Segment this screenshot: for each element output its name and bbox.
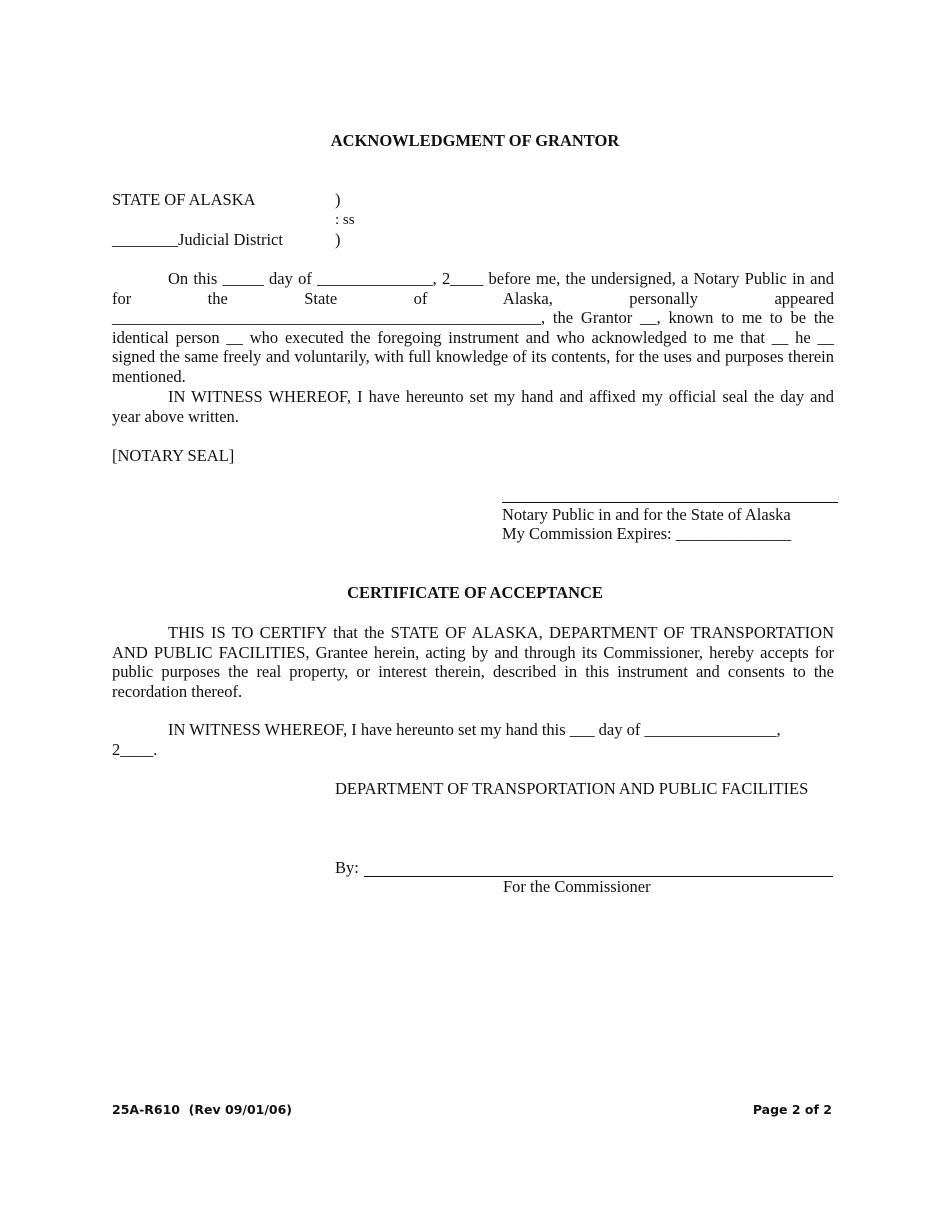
acknowledgment-paragraph: On this _____ day of ______________, 2____ before me, the undersigned, a Notary Public in and for the State of Alaska, personally appeared ____________________________________________________, the Grantor __, known to me to be the identical person __ who executed the foregoing instrument and who acknowledged to me that __ he __ signed the same freely and voluntarily, with full knowledge of its contents, for the uses and purposes therein mentioned. xyxy=(112,269,834,386)
certificate-witness-line-1: IN WITNESS WHEREOF, I have hereunto set my hand this ___ day of ________________, xyxy=(168,720,781,739)
page-number: Page 2 of 2 xyxy=(752,1102,832,1117)
for-commissioner-label: For the Commissioner xyxy=(503,877,651,896)
certificate-paragraph: THIS IS TO CERTIFY that the STATE OF ALASKA, DEPARTMENT OF TRANSPORTATION AND PUBLIC FACILITIES, Grantee herein, acting by and through its Commissioner, hereby accepts for public purposes the real property, or interest therein, described in this instrument and consents to the recordation thereof. xyxy=(112,623,834,701)
venue-ss: : ss xyxy=(335,212,355,228)
venue-district: ________Judicial District xyxy=(112,230,283,249)
venue-state: STATE OF ALASKA xyxy=(112,190,256,209)
notary-title: Notary Public in and for the State of Alaska xyxy=(502,505,791,524)
venue-paren-2: ) xyxy=(335,230,341,249)
form-number: 25A-R610 (Rev 09/01/06) xyxy=(112,1102,293,1117)
witness-paragraph: IN WITNESS WHEREOF, I have hereunto set my hand and affixed my official seal the day and year above written. xyxy=(112,387,834,426)
notary-signature-line xyxy=(502,502,838,503)
acknowledgment-title: ACKNOWLEDGMENT OF GRANTOR xyxy=(330,131,620,150)
certificate-title: CERTIFICATE OF ACCEPTANCE xyxy=(347,583,603,602)
by-label: By: xyxy=(335,858,359,877)
venue-paren-1: ) xyxy=(335,190,341,209)
department-name: DEPARTMENT OF TRANSPORTATION AND PUBLIC FACILITIES xyxy=(335,779,809,798)
certificate-witness-line-2: 2____. xyxy=(112,740,158,759)
commission-expires: My Commission Expires: ______________ xyxy=(502,524,792,543)
notary-seal-label: [NOTARY SEAL] xyxy=(112,446,235,465)
